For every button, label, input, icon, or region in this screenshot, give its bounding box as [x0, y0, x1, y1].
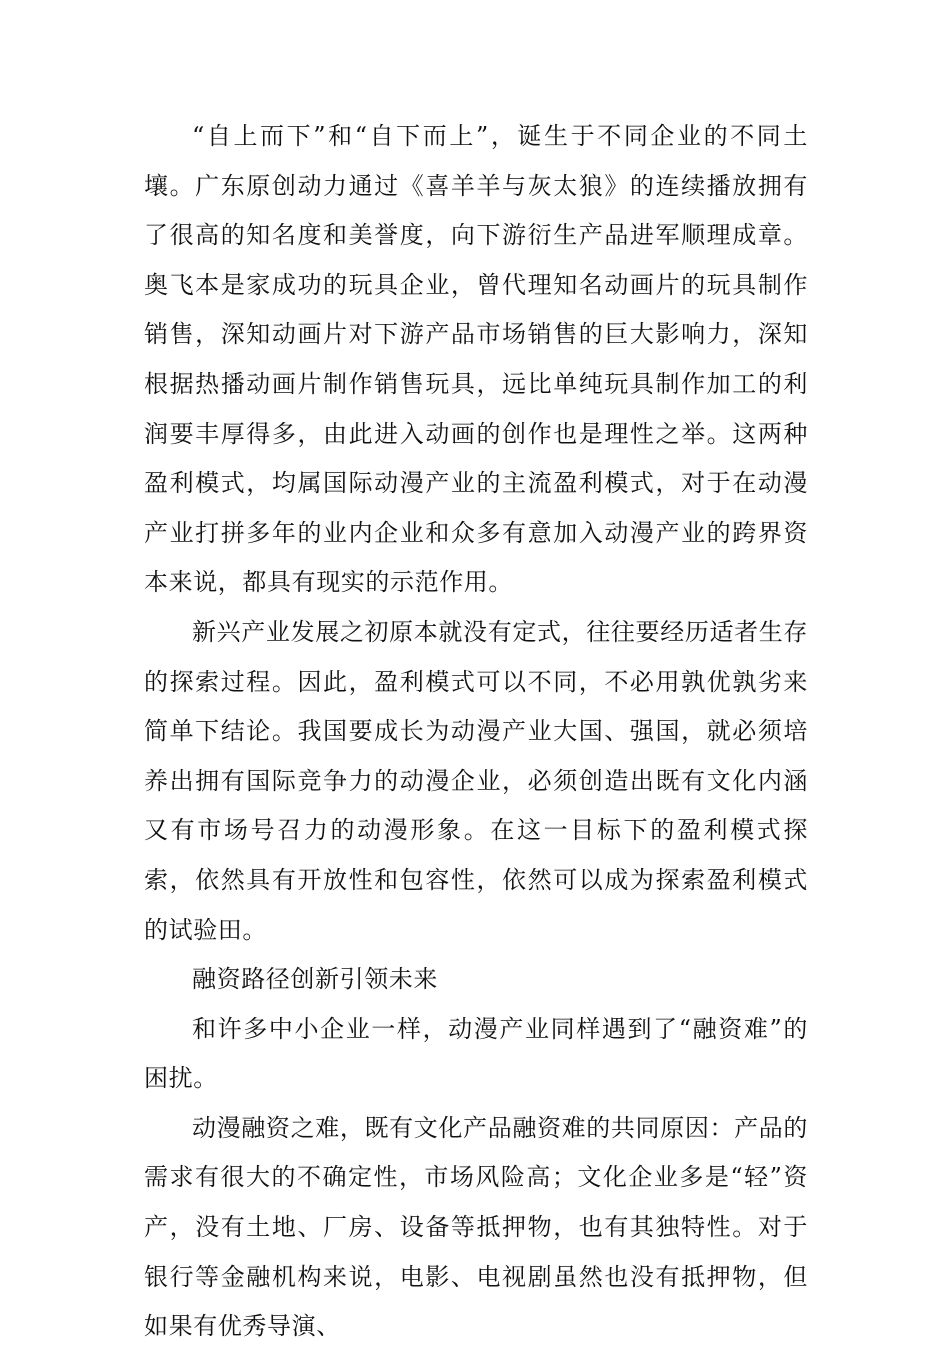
document-body	[144, 112, 808, 1352]
paragraph-financing-reasons: 动漫融资之难，既有文化产品融资难的共同原因：产品的需求有很大的不确定性，市场风险高；文化企业多是“轻”资产，没有土地、厂房、设备等抵押物，也有其独特性。对于银行等金融机构来说，电影、电视剧虽然也没有抵押物，但如果有优秀导演、	[144, 1113, 808, 1341]
section-heading-financing: 融资路径创新引领未来	[192, 965, 438, 994]
paragraph-emerging-industry: 新兴产业发展之初原本就没有定式，往往要经历适者生存的探索过程。因此，盈利模式可以不同，不必用孰优孰劣来简单下结论。我国要成长为动漫产业大国、强国，就必须培养出拥有国际竞争力的动漫企业，必须创造出既有文化内涵又有市场号召力的动漫形象。在这一目标下的盈利模式探索，依然具有开放性和包容性，依然可以成为探索盈利模式的试验田。	[144, 617, 808, 944]
paragraph-financing-difficulty: 和许多中小企业一样，动漫产业同样遇到了“融资难”的困扰。	[144, 1014, 808, 1093]
paragraph-profit-models: “自上而下”和“自下而上”，诞生于不同企业的不同土壤。广东原创动力通过《喜羊羊与灰太狼》的连续播放拥有了很高的知名度和美誉度，向下游衍生产品进军顺理成章。奥飞本是家成功的玩具企业，曾代理知名动画片的玩具制作销售，深知动画片对下游产品市场销售的巨大影响力，深知根据热播动画片制作销售玩具，远比单纯玩具制作加工的利润要丰厚得多，由此进入动画的创作也是理性之举。这两种盈利模式，均属国际动漫产业的主流盈利模式，对于在动漫产业打拼多年的业内企业和众多有意加入动漫产业的跨界资本来说，都具有现实的示范作用。	[144, 122, 808, 597]
